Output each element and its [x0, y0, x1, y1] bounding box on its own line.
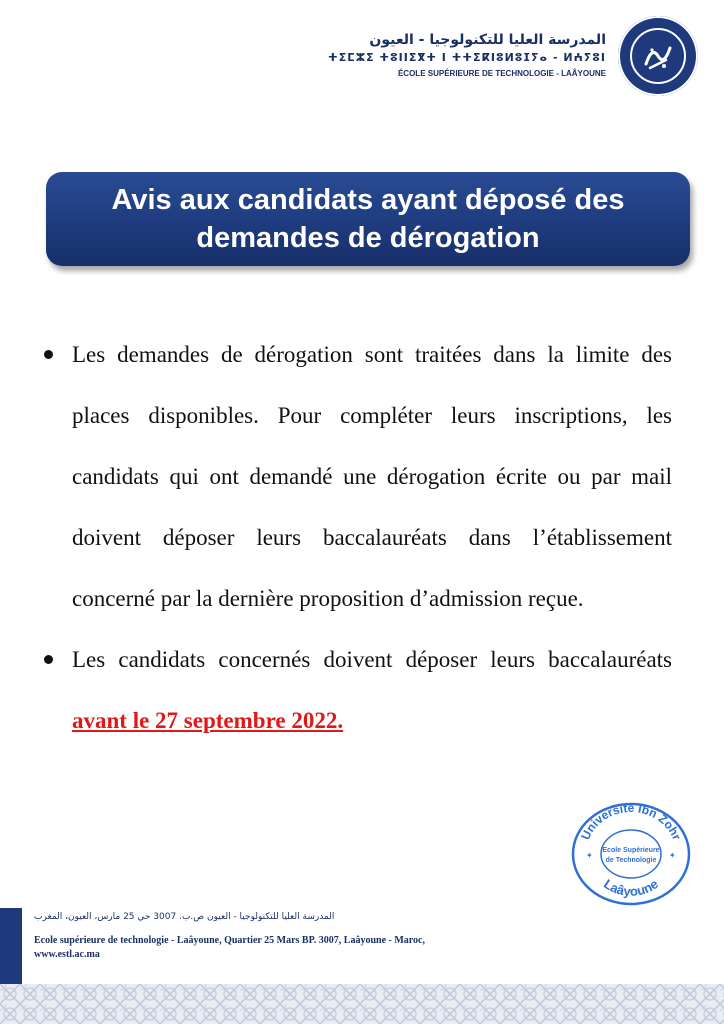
footer-accent-bar	[0, 908, 22, 984]
school-name-french: ÉCOLE SUPÉRIEURE DE TECHNOLOGIE - LAÂYOUNE	[397, 69, 606, 78]
stamp-center-line-1: Ecole Supérieure	[602, 847, 660, 854]
bullet-icon	[44, 350, 53, 359]
footer-address-block	[34, 934, 425, 962]
footer-address-french: Ecole supérieure de technologie - Laâyoune, Quartier 25 Mars BP. 3007, Laâyoune - Maroc,	[34, 935, 425, 946]
footer-address-arabic: المدرسة العليا للتكنولوجيا - العيون ص.ب. 3007 حي 25 مارس، العيون، المغرب	[34, 912, 335, 922]
university-ibn-zohr-logo-icon	[618, 16, 698, 96]
svg-text:Université Ibn Zohr	[578, 801, 684, 842]
svg-text:✦: ✦	[586, 851, 593, 860]
notice-text: Les candidats concernés doivent déposer leurs baccalauréats	[72, 647, 672, 672]
logo-calligraphy-icon	[638, 36, 678, 76]
document-header	[328, 16, 698, 96]
notice-item	[44, 629, 672, 751]
school-name-tifinagh: ⵜⵉⵎⵣⵉ ⵜⵓⵏⵏⵉⴳⵜ ⵏ ⵜⵜⵉⴽⵏⵓⵍⵓⵊⵢⴰ - ⵍⵄⵢⵓⵏ	[328, 51, 606, 64]
footer-decorative-pattern	[0, 984, 724, 1024]
school-stamp	[566, 796, 696, 908]
school-name-arabic: المدرسة العليا للتكنولوجيا - العيون	[369, 32, 606, 48]
notice-list	[44, 324, 672, 751]
stamp-center-line-2: de Technologie	[605, 857, 657, 864]
notice-title-line-1: Avis aux candidats ayant déposé des	[111, 184, 625, 216]
notice-title-line-2: demandes de dérogation	[196, 222, 540, 254]
logo-emblem	[630, 28, 686, 84]
notice-title-banner	[46, 172, 690, 266]
stamp-top-text: Université Ibn Zohr	[578, 800, 684, 843]
svg-text:✦: ✦	[669, 851, 676, 860]
stamp-bottom-text: Laâyoune	[601, 876, 661, 899]
school-name-block	[328, 16, 606, 80]
deadline-text: avant le 27 septembre 2022.	[72, 708, 344, 733]
notice-text: Les demandes de dérogation sont traitées dans la limite des places disponibles. Pour compléter leurs inscriptions, les candidats qui ont demandé une dérogation écrite ou par mail doivent déposer leurs baccalauréats dans l’établissement concerné par la dernière proposition d’admission reçue.	[72, 342, 672, 611]
footer-website-link[interactable]: www.estl.ac.ma	[34, 949, 100, 960]
notice-item	[44, 324, 672, 629]
bullet-icon	[44, 655, 53, 664]
svg-text:Laâyoune	[601, 876, 661, 899]
